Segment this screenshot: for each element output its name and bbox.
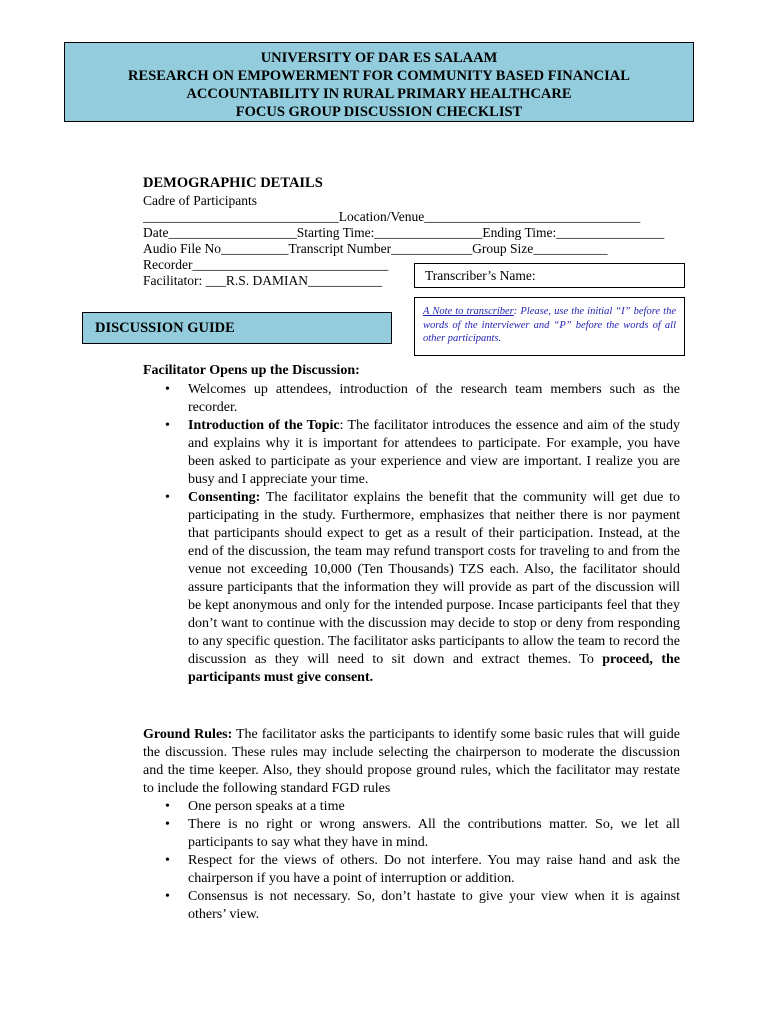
transcriber-name-box (414, 263, 685, 288)
date-time-field: Date___________________Starting Time:________________Ending Time:________________ (143, 225, 665, 240)
ground-rules-intro-text: The facilitator asks the participants to identify some basic rules that will guide the discussion. These rules may include selecting the chairperson to moderate the discussion and the time keeper. Also, they should propose ground rules, which the facilitator may restate to include the following standard FGD rules (143, 727, 680, 796)
list-item (143, 888, 680, 924)
transcriber-note-box (414, 297, 685, 356)
ground-rules-intro (143, 726, 680, 798)
header-university: UNIVERSITY OF DAR ES SALAAM (260, 50, 498, 66)
rule-text: There is no right or wrong answers. All the contributions matter. So, we let all participants to say what they have in mind. (188, 817, 680, 850)
bullet-icon: • (165, 889, 170, 904)
consenting-label: Consenting: (188, 490, 261, 505)
consenting-text: The facilitator explains the benefit that the community will get due to participating in the study. Furthermore, emphasizes that neither there is nor payment that participants should expect to get as a result of their participation. Instead, at the end of the discussion, the team may refund transport costs for traveling to and from the venue not exceeding 10,000 (Ten Thousands) TZS each. Also, the facilitator should assure participants that the information they will provide as part of the discussion will be kept anonymous and only for the intended purpose. Incase participants feel that they don’t want to continue with the discussion may decide to stop or deny from responding to any specific question. The facilitator asks participants to allow the team to record the discussion as they will need to sit down and extract themes. To (188, 490, 680, 667)
list-item (143, 417, 680, 489)
note-label: A Note to transcriber (423, 306, 514, 317)
ground-rules-list (143, 798, 680, 924)
discussion-guide-title: DISCUSSION GUIDE (95, 320, 235, 336)
bullet-icon: • (165, 853, 170, 868)
opening-heading: Facilitator Opens up the Discussion: (143, 363, 360, 378)
header-research-title-2: ACCOUNTABILITY IN RURAL PRIMARY HEALTHCARE (186, 86, 572, 102)
bullet-icon: • (165, 490, 170, 505)
rule-text: Respect for the views of others. Do not interfere. You may raise hand and ask the chairperson if you have a point of interruption or addition. (188, 853, 680, 886)
header-checklist-title: FOCUS GROUP DISCUSSION CHECKLIST (235, 104, 523, 120)
consenting-emphasis: proceed, the participants must give consent. (188, 652, 680, 685)
list-item (143, 852, 680, 888)
recorder-field: Recorder_____________________________ (143, 257, 389, 272)
topic-intro-label: Introduction of the Topic (188, 418, 340, 433)
discussion-guide-heading (82, 312, 392, 344)
list-item (143, 381, 680, 417)
demographic-details-title: DEMOGRAPHIC DETAILS (143, 175, 323, 191)
opening-item-welcome: Welcomes up attendees, introduction of the research team members such as the recorder. (188, 382, 680, 415)
bullet-icon: • (165, 799, 170, 814)
list-item (143, 489, 680, 687)
bullet-icon: • (165, 817, 170, 832)
location-field: _____________________________Location/Venue________________________________ (143, 209, 641, 224)
ground-rules-section (143, 726, 680, 924)
ground-rules-heading: Ground Rules: (143, 727, 233, 742)
facilitator-field: Facilitator: ___R.S. DAMIAN___________ (143, 273, 383, 288)
bullet-icon: • (165, 418, 170, 433)
audio-transcript-field: Audio File No__________Transcript Number____________Group Size___________ (143, 241, 608, 256)
rule-text: One person speaks at a time (188, 799, 345, 814)
opening-section (143, 362, 680, 687)
document-header (64, 42, 694, 122)
rule-text: Consensus is not necessary. So, don’t hastate to give your view when it is against others’ view. (188, 889, 680, 922)
header-research-title-1: RESEARCH ON EMPOWERMENT FOR COMMUNITY BASED FINANCIAL (128, 68, 630, 84)
note-text: : Please, use the initial “I” before the words of the interviewer and “P” before the words of all other participants. (423, 306, 676, 344)
bullet-icon: • (165, 382, 170, 397)
list-item (143, 816, 680, 852)
cadre-label: Cadre of Participants (143, 193, 257, 208)
list-item (143, 798, 680, 816)
transcriber-name-label: Transcriber’s Name: (425, 268, 536, 283)
topic-intro-text: : The facilitator introduces the essence and aim of the study and explains why it is important for attendees to participate. For example, you have been asked to participate as your experience and view are important. I realize you are busy and I appreciate your time. (188, 418, 680, 487)
opening-list (143, 381, 680, 687)
